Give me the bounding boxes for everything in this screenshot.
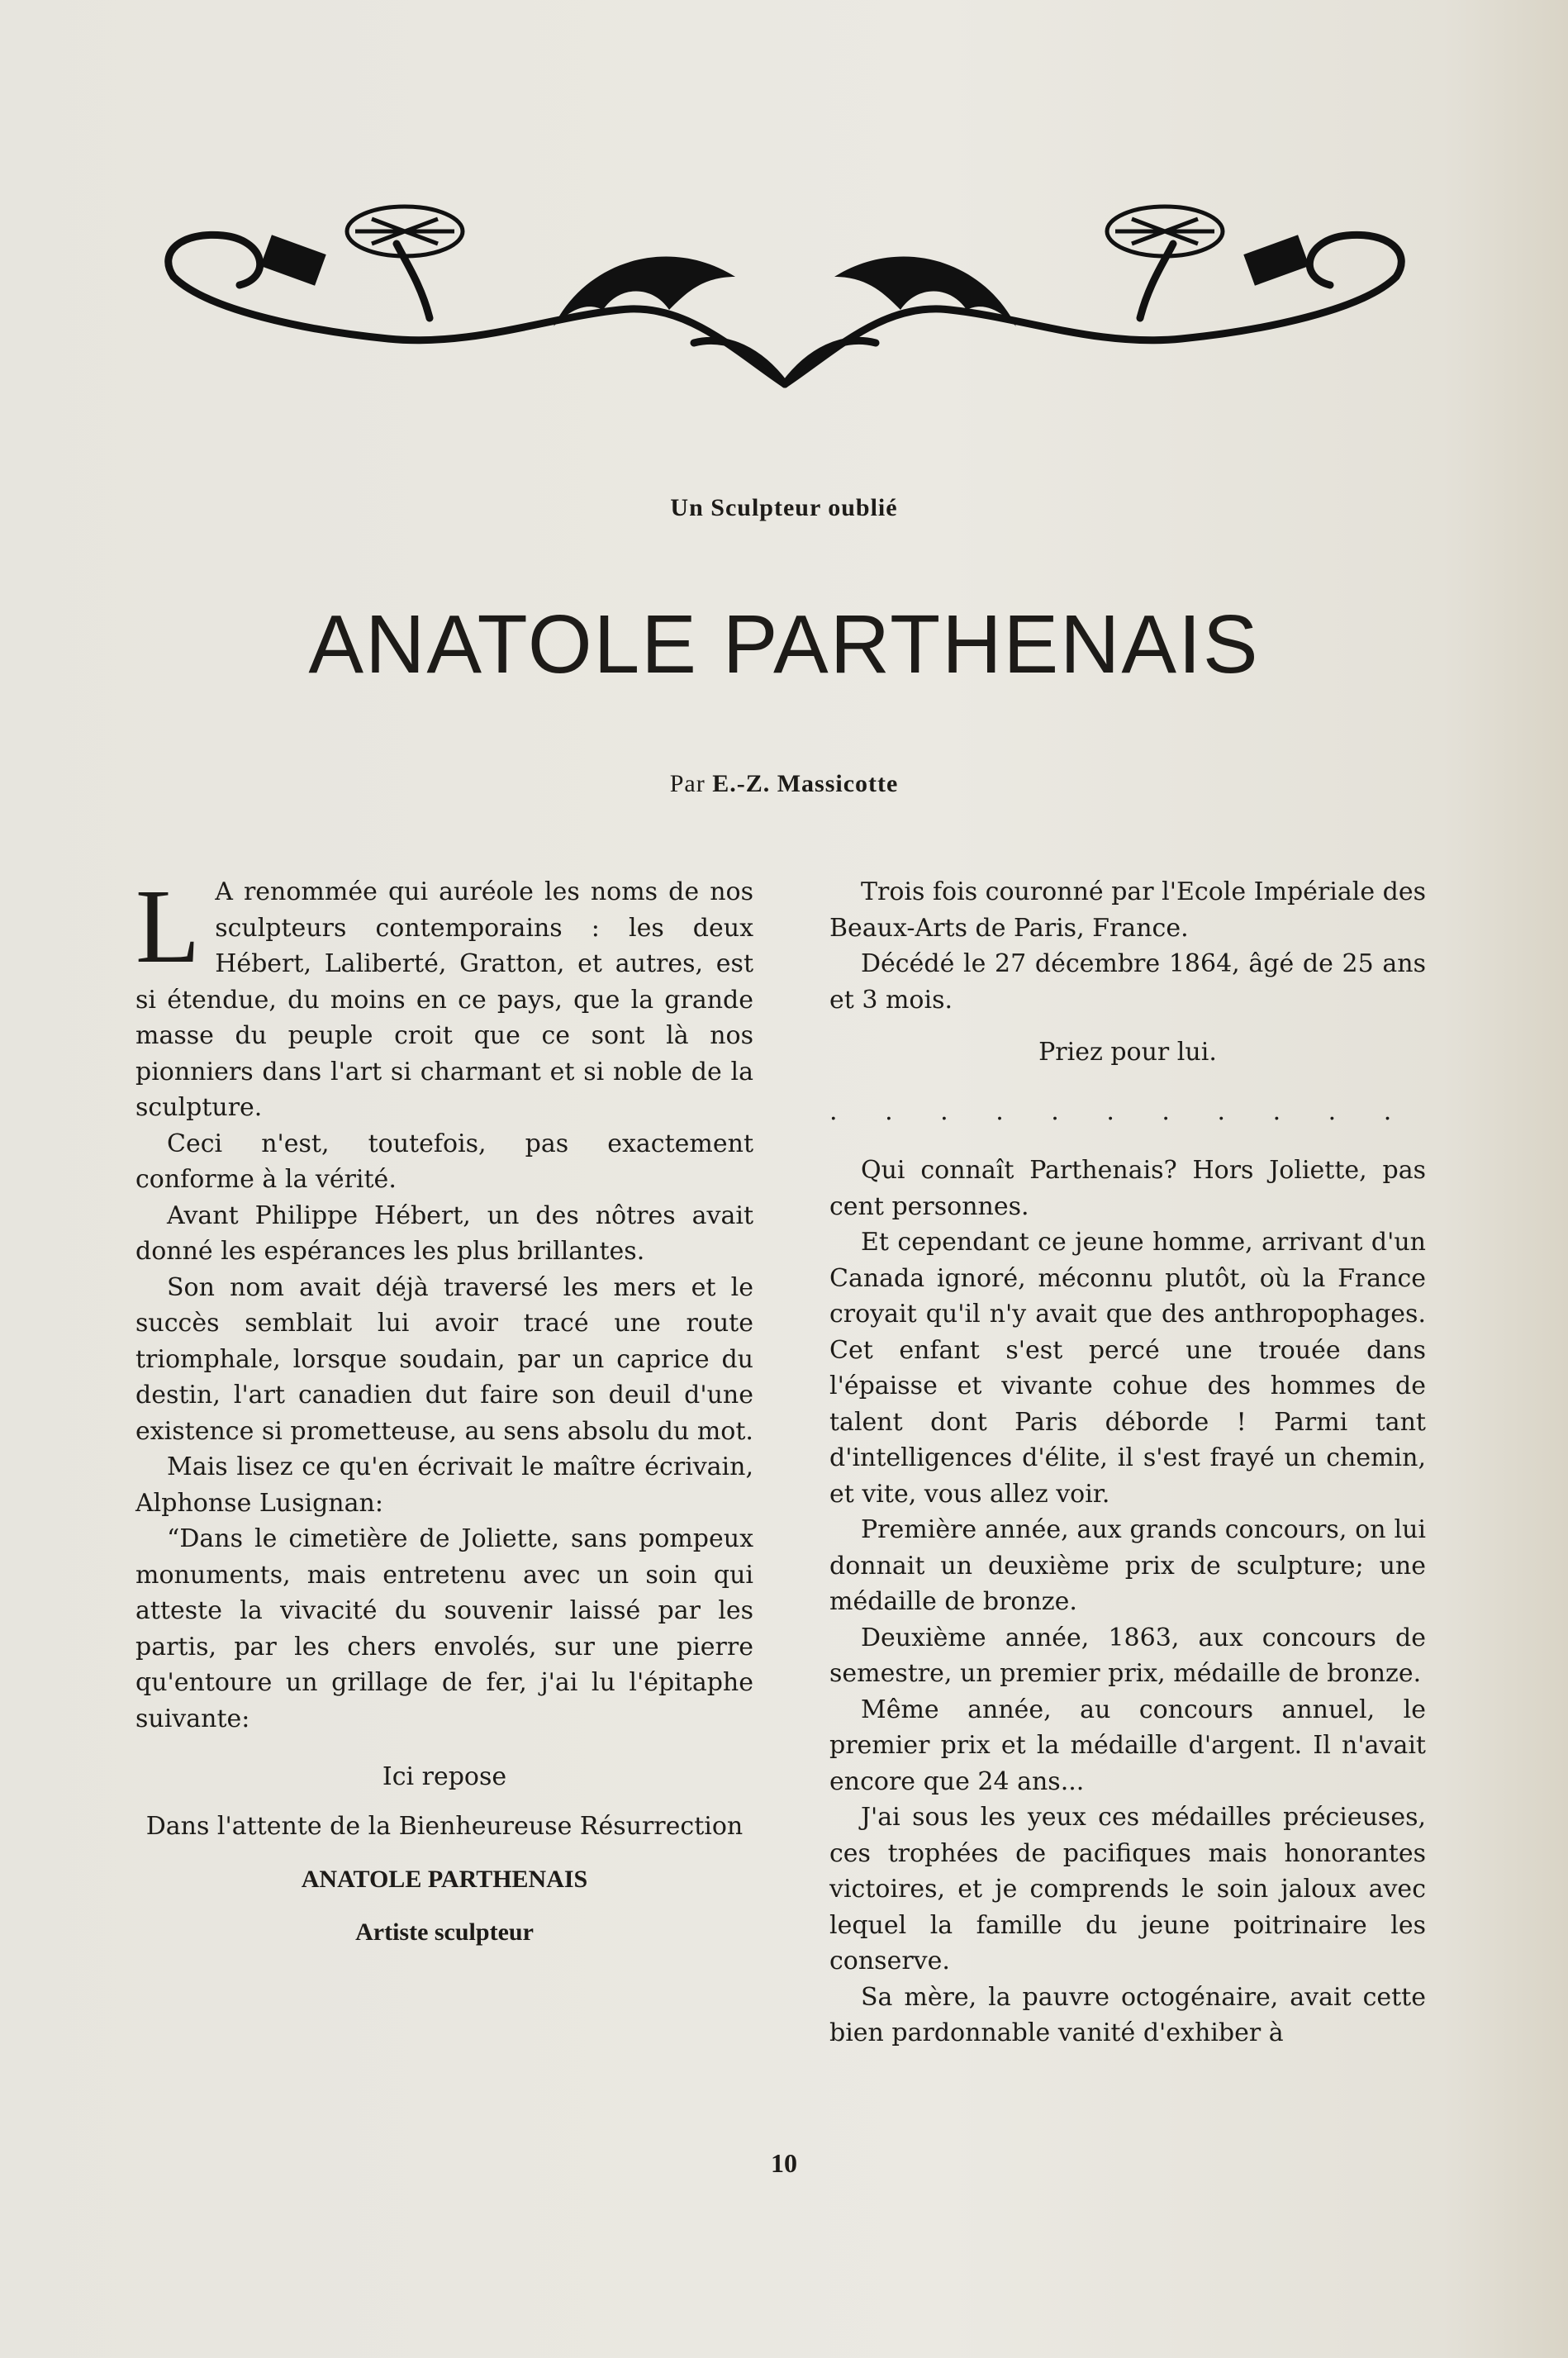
byline-author: E.-Z. Massicotte [712, 770, 899, 797]
epitaph-name: ANATOLE PARTHENAIS [301, 1866, 588, 1893]
paragraph: Même année, au concours annuel, le premier prix et la médaille d'argent. Il n'avait encore que 24 ans... [829, 1695, 1426, 1796]
paragraph: J'ai sous les yeux ces médailles précieuses, ces trophées de pacifiques mais honorantes victoires, et je comprends le soin jaloux avec lequel la famille du jeune poitrinaire les conserve. [829, 1803, 1426, 1975]
prayer-line: Priez pour lui. [1038, 1038, 1217, 1067]
section-break-dots: . . . . . . . . . . . [829, 1096, 1412, 1126]
paragraph: Décédé le 27 décembre 1864, âgé de 25 ans et 3 mois. [829, 949, 1426, 1015]
paragraph: Deuxième année, 1863, aux concours de semestre, un premier prix, médaille de bronze. [829, 1623, 1426, 1688]
epitaph-role: Artiste sculpteur [355, 1918, 534, 1946]
paragraph: Sa mère, la pauvre octogénaire, avait cette bien pardonnable vanité d'exhiber à [829, 1982, 1426, 2047]
epitaph [135, 1760, 753, 1950]
paragraph: Ceci n'est, toutefois, pas exactement conforme à la vérité. [135, 1129, 753, 1194]
paragraph: Trois fois couronné par l'Ecole Impériale des Beaux-Arts de Paris, France. [829, 877, 1426, 943]
paragraph: Première année, aux grands concours, on lui donnait un deuxième prix de sculpture; une médaille de bronze. [829, 1515, 1426, 1616]
paragraph: Qui connaît Parthenais? Hors Joliette, pas cent personnes. [829, 1156, 1426, 1221]
paragraph: Mais lisez ce qu'en écrivait le maître écrivain, Alphonse Lusignan: [135, 1452, 753, 1518]
epitaph-line: Dans l'attente de la Bienheureuse Résurrection [145, 1812, 744, 1841]
spacer [829, 1018, 1426, 1034]
paragraph: Avant Philippe Hébert, un des nôtres avait donné les espérances les plus brillantes. [135, 1200, 753, 1266]
page-number: 10 [771, 2148, 797, 2178]
article-byline [0, 770, 1568, 798]
epitaph-line: Ici repose [382, 1762, 507, 1791]
paragraph: Et cependant ce jeune homme, arrivant d'un Canada ignoré, méconnu plutôt, où la France croyait qu'il n'y avait que des anthropophages. Cet enfant s'est percé une trouée dans l'épaisse et vivante cohue des hommes de talent dont Paris déborde ! Parmi tant d'intelligences d'élite, il s'est frayé un chemin, et vite, vous allez voir. [829, 1228, 1426, 1509]
byline-prefix: Par [669, 770, 706, 797]
right-column [829, 874, 1426, 2051]
paragraph [135, 868, 753, 1126]
article-title: ANATOLE PARTHENAIS [308, 598, 1260, 691]
paragraph: Son nom avait déjà traversé les mers et le succès semblait lui avoir tracé une route triomphale, lorsque soudain, par un caprice du destin, l'art canadien dut faire son deuil d'une existence si prometteuse, au sens absolu du mot. [135, 1272, 753, 1446]
paragraph-text: A renommée qui auréole les noms de nos sculpteurs contemporains : les deux Hébert, Laliberté, Gratton, et autres, est si étendue, du moins en ce pays, que la grande masse du peuple croit que ce sont là nos pionniers dans l'art si charmant et si noble de la sculpture. [135, 877, 753, 1122]
drop-cap: L [135, 868, 201, 985]
paragraph: “Dans le cimetière de Joliette, sans pompeux monuments, mais entretenu avec un soin qui atteste la vivacité du souvenir laissé par les partis, par les chers envolés, sur une pierre qu'entoure un grillage de fer, j'ai lu l'épitaphe suivante: [135, 1524, 753, 1733]
article-kicker: Un Sculpteur oublié [670, 494, 898, 521]
floral-ornament-header [157, 186, 1413, 417]
left-column [135, 868, 753, 1965]
